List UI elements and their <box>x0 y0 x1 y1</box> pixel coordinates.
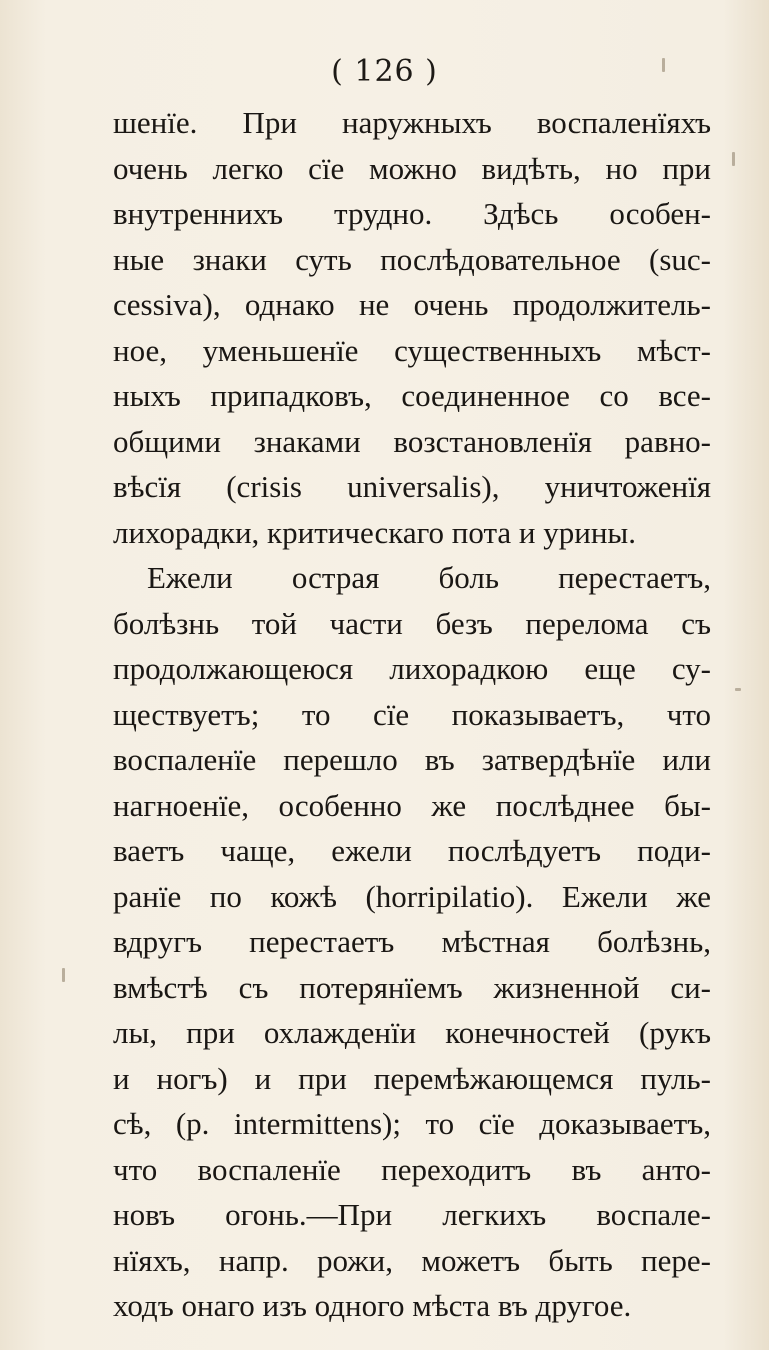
paper-speck <box>735 688 741 691</box>
paper-speck <box>732 152 735 166</box>
text-line-6: ное, уменьшенїе существенныхъ мѣст- <box>113 332 711 368</box>
text-line-11: Ежели острая боль перестаетъ, <box>147 560 711 595</box>
text-line-14: ществуетъ; то сїе показываетъ, что <box>113 696 711 732</box>
text-line-13: продолжающеюся лихорадкою еще су- <box>113 651 711 686</box>
text-line-21: лы, при охлажденїи конечностей (рукъ <box>113 1015 711 1050</box>
text-line-23: сѣ, (p. intermittens); то сїе доказываетъ, <box>113 1106 711 1141</box>
text-line-12: болѣзнь той части безъ перелома съ <box>113 605 711 641</box>
text-line-19: вдругъ перестаетъ мѣстная болѣзнь, <box>113 924 711 959</box>
text-line-25: новъ огонь.—При легкихъ воспале- <box>113 1197 711 1232</box>
text-line-17: ваетъ чаще, ежели послѣдуетъ поди- <box>113 833 711 868</box>
text-line-5: cessiva), однако не очень продолжитель- <box>113 287 711 322</box>
body-text <box>113 100 711 1329</box>
page-number: ( 126 ) <box>331 54 438 89</box>
text-line-8: общими знаками возстановленїя равно- <box>113 423 711 459</box>
text-line-24: что воспаленїе переходитъ въ анто- <box>113 1151 711 1187</box>
text-line-4: ные знаки суть послѣдовательное (suc- <box>113 241 711 277</box>
text-line-18: ранїе по кожѣ (horripilatio). Ежели же <box>113 878 711 914</box>
text-line-22: и ногъ) и при перемѣжающемся пуль- <box>113 1060 711 1096</box>
paper-speck <box>662 58 665 72</box>
text-line-9: вѣсїя (crisis universalis), уничтоженїя <box>113 469 711 504</box>
text-line-3: внутреннихъ трудно. Здѣсь особен- <box>113 196 711 231</box>
text-line-1: шенїе. При наружныхъ воспаленїяхъ <box>113 105 711 140</box>
text-line-7: ныхъ припадковъ, соединенное со все- <box>113 378 711 413</box>
text-line-2: очень легко сїе можно видѣть, но при <box>113 150 711 186</box>
text-line-16: нагноенїе, особенно же послѣднее бы- <box>113 787 711 823</box>
text-line-10: лихорадки, критическаго пота и урины. <box>113 514 636 550</box>
text-line-15: воспаленїе перешло въ затвердѣнїе или <box>113 742 711 777</box>
text-line-27: ходъ онаго изъ одного мѣста въ другое. <box>113 1288 632 1323</box>
text-line-26: нїяхъ, напр. рожи, можетъ быть пере- <box>113 1242 711 1278</box>
text-line-20: вмѣстѣ съ потерянїемъ жизненной си- <box>113 969 711 1005</box>
paper-speck <box>62 968 65 982</box>
